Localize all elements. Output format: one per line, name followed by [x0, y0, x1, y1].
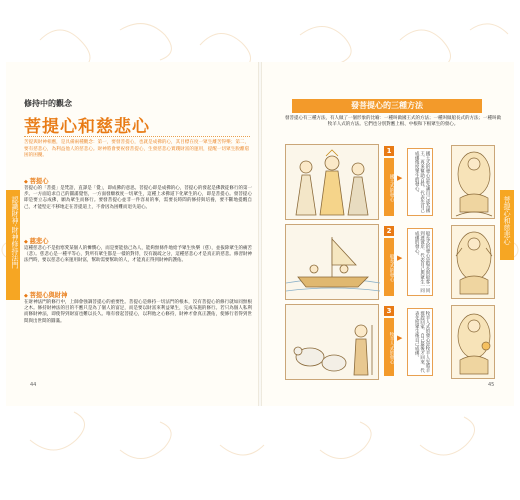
section-kicker: 修持中的觀念	[24, 99, 72, 108]
deity-figure-icon	[452, 226, 496, 300]
page-number-right: 45	[488, 382, 495, 388]
method-number-badge: 2	[384, 226, 394, 236]
method-description: 船長式的發心是船長與船客一同到達彼岸，代表自己與眾生一同成佛的發心。	[407, 228, 433, 296]
body-compassion: 這種慈悲心不是指寒愛某個人的憐憫心，而是要能捨己為人，能夠無條件地給予眾生快樂（慈），並拔除眾生的痛苦（悲）。慈悲心是一種平等心，對所有眾生都是一樣的對待，沒有親疏之分，這種慈悲心才是真正的慈悲。修習財神法門時，要以慈悲心來運用財富，幫助需要幫助的人，才能真正得到財神的護佑。	[24, 246, 252, 264]
method-row	[285, 224, 499, 300]
boat-icon	[286, 225, 380, 301]
method-number-badge: 3	[384, 306, 394, 316]
left-chapter-tab-label: 認識財神·財神修持法門	[11, 196, 19, 269]
method-row	[285, 144, 499, 220]
shepherd-illustration	[285, 304, 379, 380]
intro-paragraph: 苦提與財神相應，是具備兩種觀念：第一，要發菩提心，也就是成佛的心，其目標在度一眾生離苦得樂；第二，要有慈悲心，為利益他人的慈悲心。財神將會要祝發菩提心，生發慈悲心實踐財富的運用，提醒一切眾生脫離窮困的困擾。	[24, 140, 250, 158]
right-chapter-tab-label: 菩提心和慈悲心	[503, 196, 511, 245]
panel-intro: 發菩提心有三種方法，有人做了一個形象的比喻：一種叫做國王式的方法；一種叫做船長式的方法；一種叫做牧羊人式的方法。它們也分別對應上根、中根和下根眾生的發心。	[285, 116, 501, 127]
method-number-badge: 1	[384, 146, 394, 156]
method-row	[285, 304, 499, 380]
body-bodhicitta-wealth: 在財神法門的修行中，上師會強調菩提心的重要性。菩提心是修持一切法門的根本，沒有菩提心的修行就如同無根之木。修持財神法的目的不應只是為了個人的富足，而是要以財富來利益眾生，完成布施的修行。若只為個人私利而修財神法，即使得到財富也難以長久。唯有發起菩提心，以利他之心修持，財神才會真正護佑，使修行者得到世間與出世間的圓滿。	[24, 300, 252, 324]
deity-illustration	[451, 145, 495, 219]
king-figures-icon	[286, 145, 380, 221]
deity-figure-icon	[452, 306, 496, 380]
method-description: 國王式的發心是先讓自己成為國王，再來幫助百姓，代表先自己成佛後度眾生的發心。	[407, 148, 433, 216]
deity-illustration	[451, 305, 495, 379]
book-gutter	[258, 62, 262, 406]
title-divider	[24, 136, 250, 137]
body-bodhicitta: 菩提心的「菩提」是梵語，直譯是「覺」，即成佛的意思。菩提心即是成佛的心，菩提心的發起是佛教徒修行的第一步。一方面追求自己的圓滿覺悟，一方面發願救度一切眾生，這種上求佛道下化眾生的心，即是菩提心。發菩提心即是要立志成佛，願為眾生而修行。要發菩提心並非一件容易的事，需要長時間的修持與培養，要不斷地提醒自己，才能堅定不移地走在菩提道上，不會因為困難而退失道心。	[24, 186, 252, 210]
arrow-right-icon: ▶	[397, 174, 403, 182]
page-number-left: 44	[30, 382, 37, 388]
deity-figure-icon	[452, 146, 496, 220]
boat-illustration	[285, 224, 379, 300]
subheading-bodhicitta-wealth: ◆ 菩提心與財神	[24, 290, 67, 299]
panel-title: 發菩提心的三種方法	[292, 99, 482, 113]
deity-illustration	[451, 225, 495, 299]
method-tag: 國王式的發心	[384, 158, 394, 216]
method-description: 牧羊人式的發心是牧羊人先將羊群趕回家，自己最後才回來，代表先度眾生後自己成佛。	[407, 308, 433, 376]
method-tag: 船長式的發心	[384, 238, 394, 296]
shepherd-icon	[286, 305, 380, 381]
arrow-right-icon: ▶	[397, 334, 403, 342]
page-title: 菩提心和慈悲心	[24, 117, 150, 137]
arrow-right-icon: ▶	[397, 254, 403, 262]
king-illustration	[285, 144, 379, 220]
subheading-bodhicitta: ◆ 菩提心	[24, 176, 48, 185]
method-tag: 牧羊人式的發心	[384, 318, 394, 376]
subheading-compassion: ◆ 慈悲心	[24, 236, 48, 245]
